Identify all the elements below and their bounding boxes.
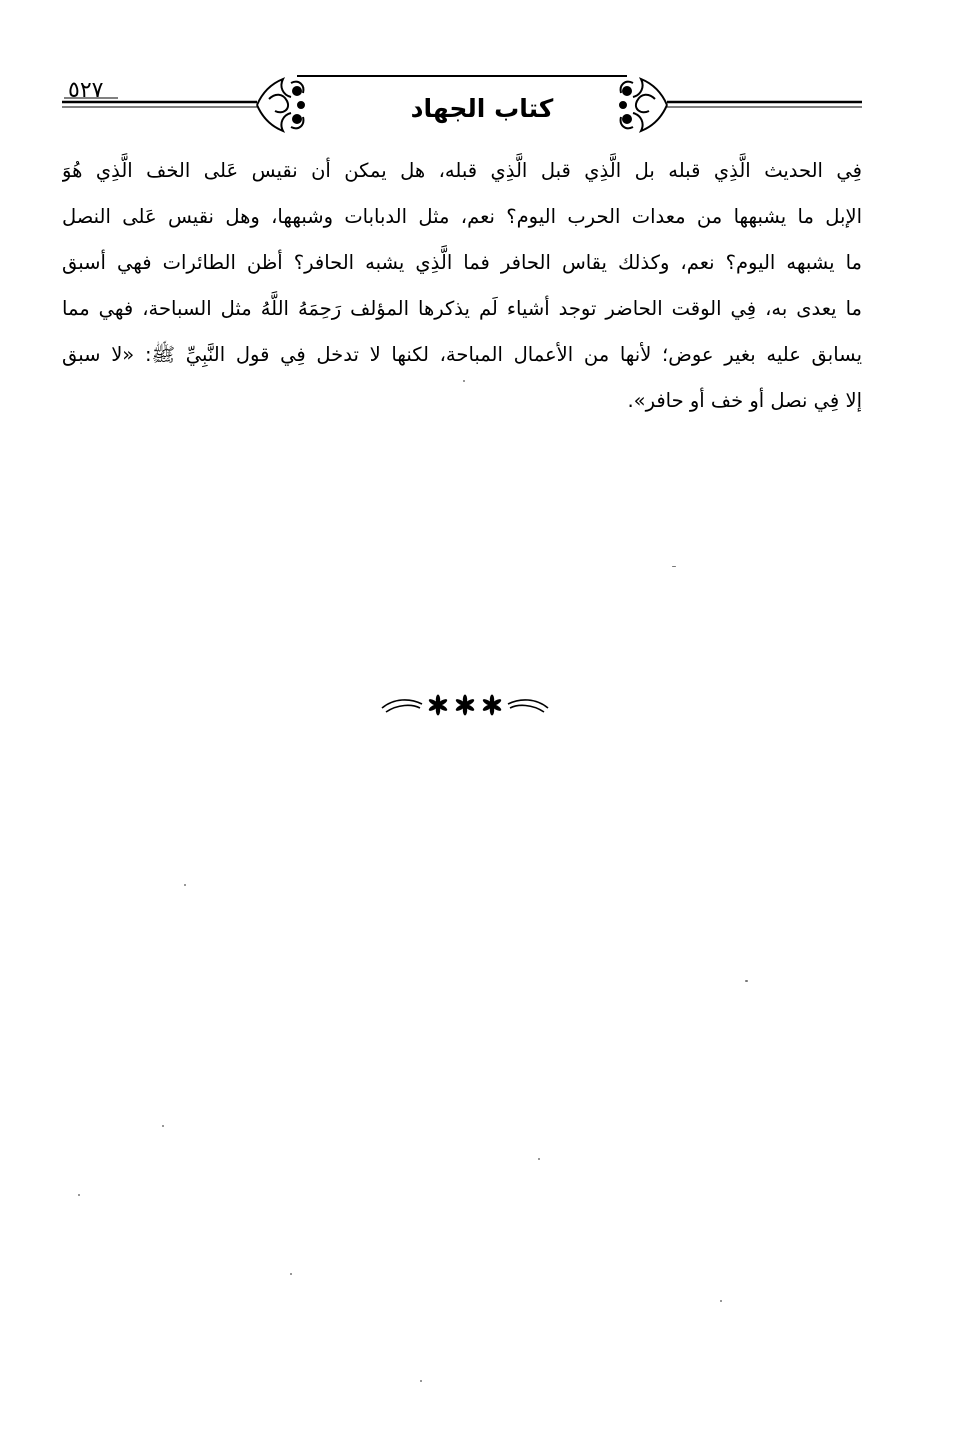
text-line: فِي الحديث الَّذِي قبله بل الَّذِي قبل الَّذِي قبله، هل يمكن أن نقيس عَلى الخف الَّذِي هُوَ — [62, 159, 862, 182]
page-number: ٥٢٧ — [68, 78, 104, 103]
text-line: ما يعدى به، فِي الوقت الحاضر توجد أشياء لَم يذكرها المؤلف رَحِمَهُ اللَّهُ مثل السباحة، فهي مما — [62, 297, 862, 320]
text-line: ما يشبهه اليوم؟ نعم، وكذلك يقاس الحافر فما الَّذِي يشبه الحافر؟ أظن الطائرات فهي أسبق — [62, 251, 862, 274]
book-title: كتاب الجهاد — [410, 94, 554, 123]
text-line: إلا فِي نصل أو خف أو حافر». — [627, 389, 862, 412]
scan-speck — [538, 1158, 540, 1160]
scan-speck — [720, 1300, 722, 1302]
text-line: الإبل ما يشبهها من معدات الحرب اليوم؟ نعم، مثل الدبابات وشبهها، وهل نقيس عَلى النصل — [62, 205, 862, 228]
text-line: يسابق عليه بغير عوض؛ لأنها من الأعمال المباحة، لكنها لا تدخل فِي قول النَّبِيِّ ﷺ: «لا سبق — [62, 343, 862, 366]
scan-speck — [184, 884, 186, 886]
scan-speck — [745, 980, 748, 982]
scan-speck — [162, 1125, 164, 1127]
scan-speck — [290, 1273, 292, 1275]
scan-speck — [463, 380, 465, 382]
page-header — [62, 72, 862, 134]
body-paragraph — [62, 148, 862, 424]
scan-speck — [78, 1194, 80, 1196]
scan-speck — [672, 566, 676, 567]
flower-divider-icon — [380, 690, 550, 720]
scan-speck — [420, 1380, 422, 1382]
